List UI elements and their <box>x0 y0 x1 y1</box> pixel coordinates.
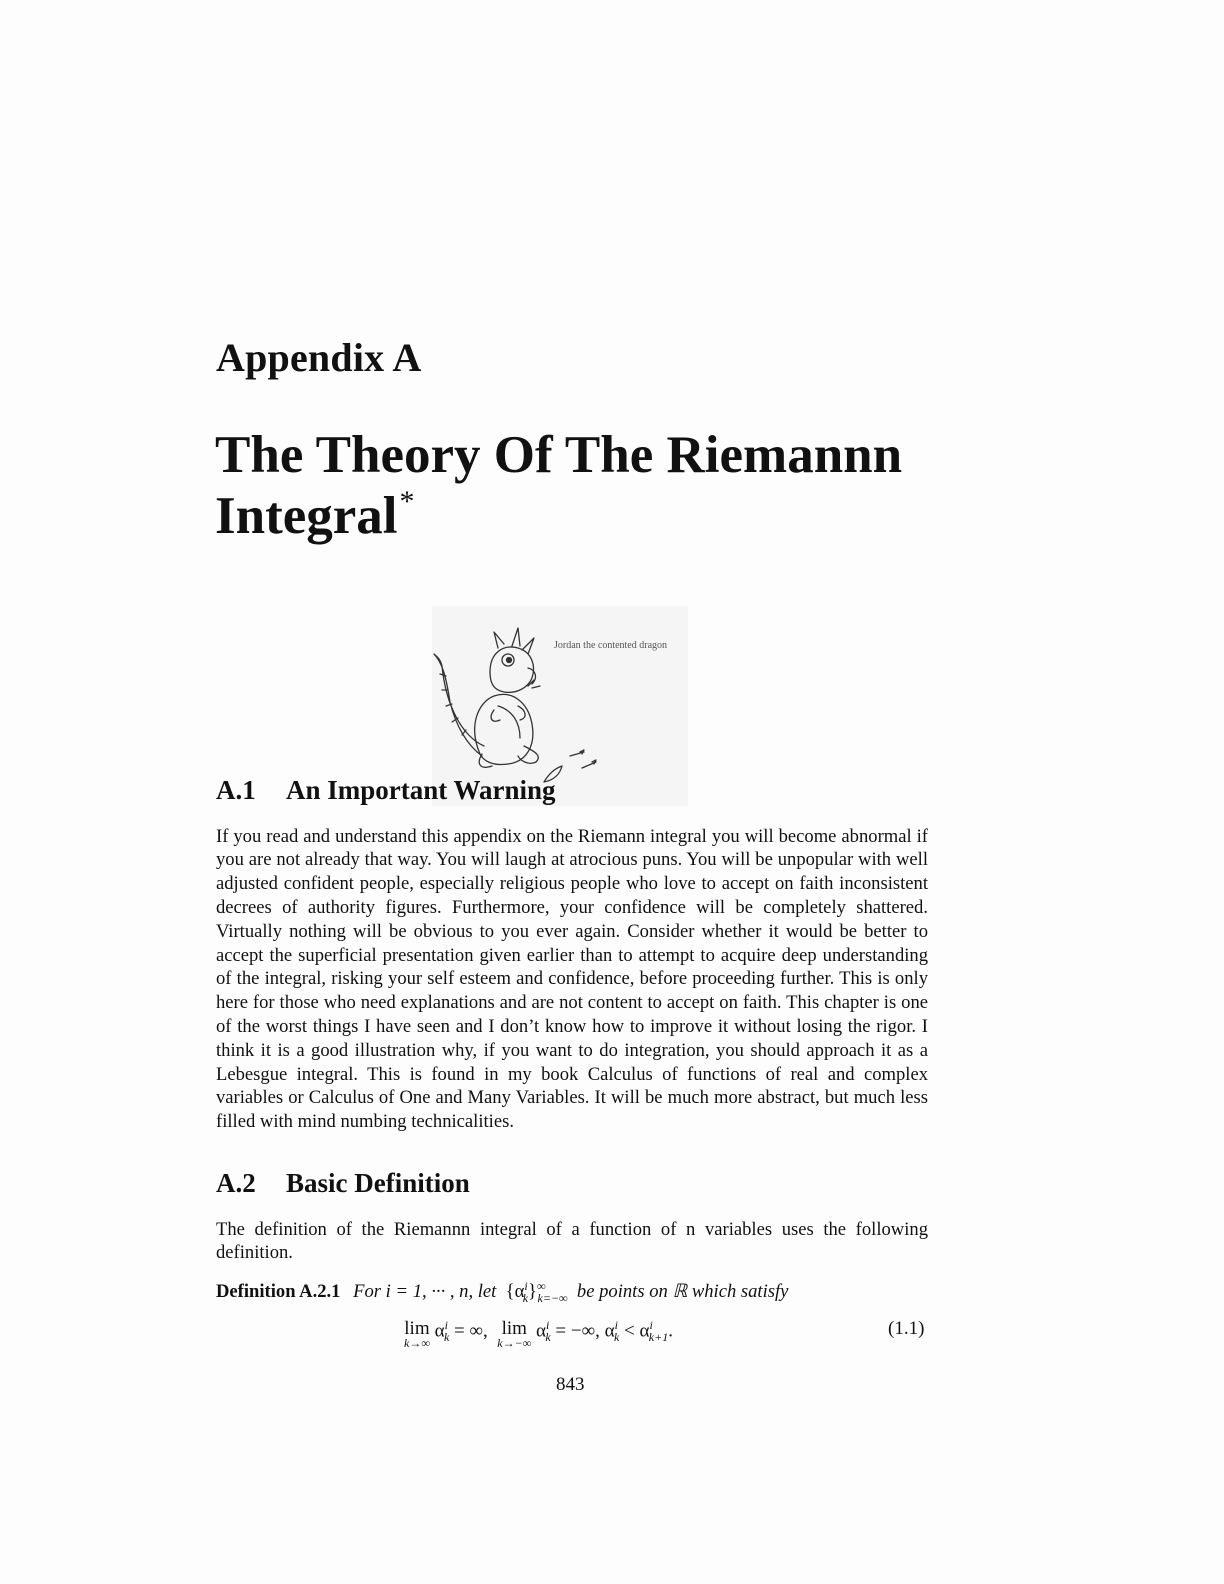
definition-label: Definition A.2.1 <box>216 1281 341 1303</box>
definition-a21 <box>216 1279 788 1306</box>
equation-number: (1.1) <box>888 1318 925 1339</box>
section-number: A.1 <box>216 775 256 805</box>
section-title: Basic Definition <box>286 1168 470 1198</box>
chapter-title <box>215 425 975 554</box>
sequence-notation: $\{\alpha^i_k\}^\infty_{k=-\infty}$ <box>501 1279 568 1305</box>
section-number: A.2 <box>216 1168 256 1198</box>
section-heading-a2 <box>216 1168 470 1199</box>
section-heading-a1 <box>216 775 556 806</box>
equation-1-1: lim k→∞ $\alpha^i_k$ = ∞, lim k→−∞ $\alpha^i_k$ = −∞, $\alpha^i_k < \alpha^i_{k+1}$. <box>404 1318 673 1350</box>
appendix-label: Appendix A <box>216 335 422 380</box>
title-footnote-mark: * <box>399 485 415 518</box>
page-number: 843 <box>556 1374 585 1395</box>
section-title: An Important Warning <box>286 775 556 805</box>
chapter-title-text: The Theory Of The Riemannn Integral <box>215 426 903 545</box>
definition-text-after: be points on ℝ which satisfy <box>576 1281 789 1303</box>
definition-text-before: For i = 1, ··· , n, let <box>353 1281 497 1303</box>
warning-paragraph: If you read and understand this appendix on the Riemann integral you will become abnormal if you are not already that way. You will laugh at atrocious puns. You will be unpopular with well adjusted confident people, especially religious people who love to accept on faith inconsistent decrees of authority figures. Furthermore, your confidence will be completely shattered. Virtually nothing will be obvious to you ever again. Consider whether it would be better to accept the superficial presentation given earlier than to attempt to acquire deep understanding of the integral, risking your self esteem and confidence, before proceeding further. This is only here for those who need explanations and are not content to accept on faith. This chapter is one of the worst things I have seen and I don’t know how to improve it without losing the rigor. I think it is a good illustration why, if you want to do integration, you should approach it as a Lebesgue integral. This is found in my book Calculus of functions of real and complex variables or Calculus of One and Many Variables. It will be much more abstract, but much less filled with mind numbing technicalities. <box>216 825 928 1133</box>
definition-intro-paragraph: The definition of the Riemannn integral of a function of n variables uses the following definition. <box>216 1218 928 1264</box>
figure-caption: Jordan the contented dragon <box>554 640 668 651</box>
